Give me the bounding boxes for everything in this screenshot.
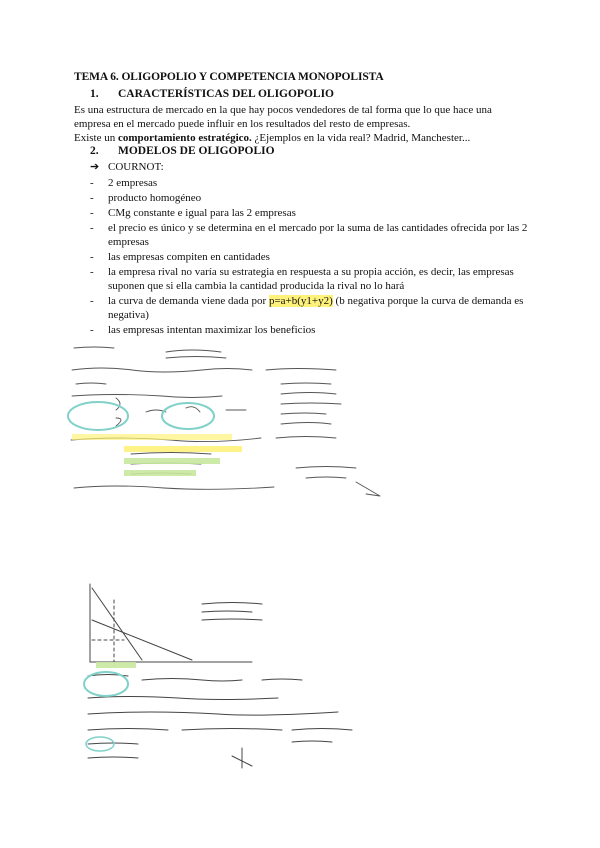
section-label: MODELOS DE OLIGOPOLIO — [118, 145, 275, 157]
section-label: CARACTERÍSTICAS DEL OLIGOPOLIO — [118, 88, 334, 100]
list-item: - las empresas compiten en cantidades — [90, 251, 270, 263]
intro-line-1: Es una estructura de mercado en la que hay pocos vendedores de tal forma que lo que hace una — [74, 104, 492, 116]
demand-formula: p=a+b(y1+y2) — [268, 295, 333, 307]
list-item: - la empresa rival no varía su estrategia en respuesta a su propia acción, es decir, las empresas suponen que si ella cambia la cantidad producida la rival no lo hará — [90, 266, 514, 292]
list-item: - producto homogéneo — [90, 192, 202, 204]
bold-term: comportamiento estratégico. — [118, 132, 252, 144]
list-item: - el precio es único y se determina en el mercado por la suma de las cantidades ofrecida por las 2 empresas — [90, 222, 528, 248]
list-item-demand: - la curva de demanda viene dada por p=a+b(y1+y2) (b negativa porque la curva de demanda es negativa) — [90, 295, 524, 321]
section-number: 2. — [90, 145, 99, 157]
page-title: TEMA 6. OLIGOPOLIO Y COMPETENCIA MONOPOLISTA — [74, 71, 384, 83]
list-item: - las empresas intentan maximizar los beneficios — [90, 324, 316, 336]
intro-line-3: Existe un comportamiento estratégico. ¿Ejemplos en la vida real? Madrid, Manchester... — [74, 132, 471, 144]
handwritten-notes-image-1 — [66, 338, 396, 506]
arrow-icon: ➔ — [90, 161, 100, 173]
intro-line-2: empresa en el mercado puede influir en los resultados del resto de empresas. — [74, 118, 411, 130]
handwritten-notes-image-2 — [82, 580, 392, 770]
section-number: 1. — [90, 88, 99, 100]
list-item: - 2 empresas — [90, 177, 158, 189]
list-item: - CMg constante e igual para las 2 empresas — [90, 207, 296, 219]
section-heading-2 — [90, 145, 275, 157]
section-heading-1 — [90, 88, 334, 100]
cournot-heading: ➔ COURNOT: — [90, 161, 164, 173]
